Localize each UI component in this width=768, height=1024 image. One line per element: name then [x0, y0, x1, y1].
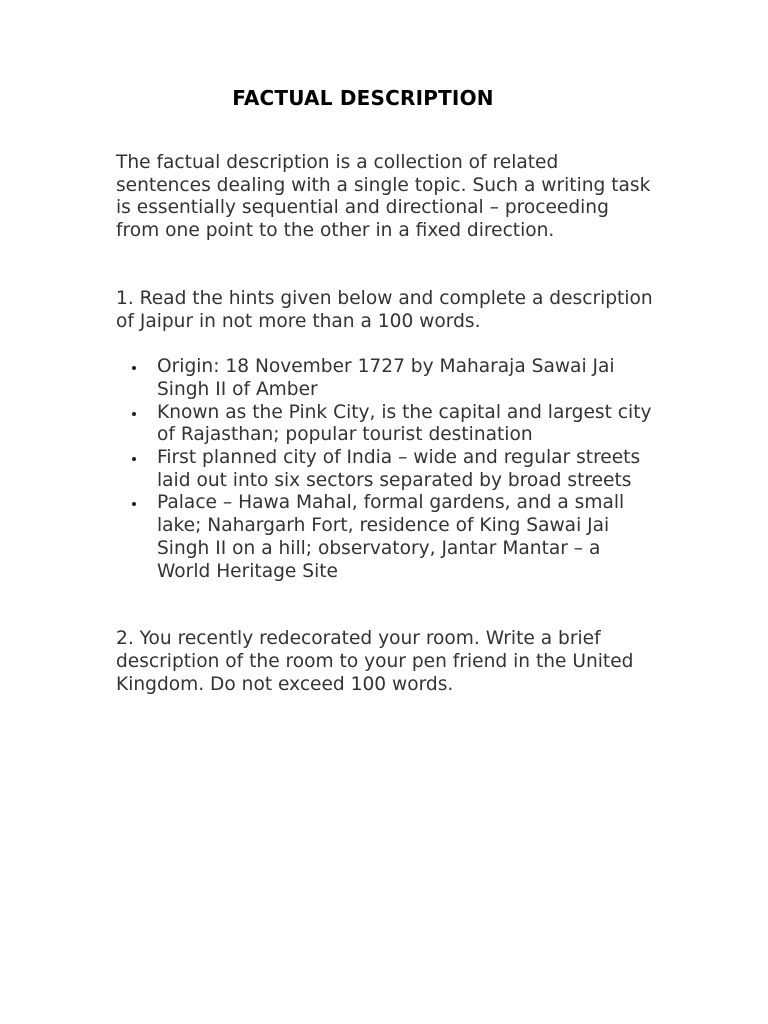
hint-item: Known as the Pink City, is the capital and largest city of Rajasthan; popular tourist destination [116, 402, 656, 447]
document-title: FACTUAL DESCRIPTION [232, 86, 494, 110]
document-body [116, 152, 656, 696]
intro-paragraph: The factual description is a collection of related sentences dealing with a single topic. Such a writing task is essentially sequential and directional – proceeding from one point to the other in a fixed direction. [116, 152, 651, 242]
hint-item: Origin: 18 November 1727 by Maharaja Sawai Jai Singh II of Amber [116, 356, 656, 401]
hint-item: First planned city of India – wide and regular streets laid out into six sectors separated by broad streets [116, 447, 656, 492]
hint-item: Palace – Hawa Mahal, formal gardens, and a small lake; Nahargarh Fort, residence of King Sawai Jai Singh II on a hill; observatory, Jantar Mantar – a World Heritage Site [116, 492, 656, 583]
task-2-prompt: 2. You recently redecorated your room. Write a brief description of the room to your pen friend in the United Kingdom. Do not exceed 100 words. [116, 628, 634, 695]
task-1-hint-list [116, 356, 656, 583]
task-1-prompt: 1. Read the hints given below and complete a description of Jaipur in not more than a 100 words. [116, 287, 653, 332]
